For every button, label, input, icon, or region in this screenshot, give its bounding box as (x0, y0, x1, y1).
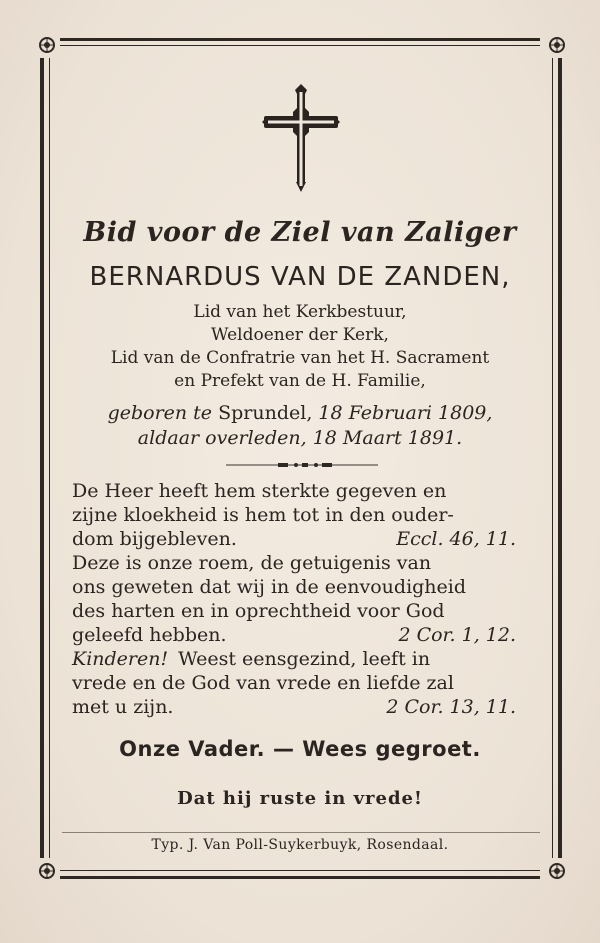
verse-reference: 2 Cor. 13, 11. (386, 696, 516, 718)
verse-text: De Heer heeft hem sterkte gegeven en (72, 480, 447, 502)
verse-text: dom bijgebleven. (72, 528, 237, 550)
verse-text: geleefd hebben. (72, 624, 227, 646)
verse-reference: Eccl. 46, 11. (396, 528, 516, 550)
verse-line (72, 527, 536, 551)
printer-credit: Typ. J. Van Poll-Suykerbuyk, Rosendaal. (151, 837, 449, 853)
corner-ornament-icon (38, 862, 56, 880)
printer-divider (62, 832, 540, 833)
border-top (60, 38, 540, 41)
border-bottom (60, 876, 540, 879)
verse-line (72, 479, 536, 503)
death-prefix: aldaar overleden, (137, 427, 307, 449)
closing-prayers: Onze Vader. — Wees gegroet. (119, 737, 481, 761)
title-line: Weldoener der Kerk, (211, 325, 389, 345)
verse-line (72, 551, 536, 575)
birth-prefix: geboren te (107, 402, 213, 424)
verse-line (72, 575, 536, 599)
verse-text: vrede en de God van vrede en liefde zal (72, 672, 454, 694)
corner-ornament-icon (38, 36, 56, 54)
prayer-heading: Bid voor de Ziel van Zaliger (83, 217, 517, 248)
corner-ornament-icon (548, 862, 566, 880)
title-line: Lid van de Confratrie van het H. Sacrament (110, 348, 490, 368)
verse-text: des harten en in oprechtheid voor God (72, 600, 445, 622)
scripture-block (72, 479, 536, 719)
verse-line (72, 599, 536, 623)
verse-line (72, 695, 536, 719)
verse-line (72, 647, 536, 671)
verse-text: zijne kloekheid is hem tot in den ouder- (72, 504, 454, 526)
divider-ornament-icon (226, 462, 378, 468)
verse-line (72, 623, 536, 647)
verse-text: Deze is onze roem, de getuigenis van (72, 552, 432, 574)
rest-in-peace: Dat hij ruste in vrede! (177, 788, 423, 809)
cross-icon (260, 82, 342, 194)
title-line: en Prefekt van de H. Familie, (174, 371, 426, 391)
border-top-inner (60, 45, 540, 46)
verse-text: Weest eensgezind, leeft in (178, 648, 431, 670)
verse-reference: 2 Cor. 1, 12. (398, 624, 516, 646)
death-line (0, 427, 600, 449)
verse-exclamation: Kinderen! (72, 648, 169, 670)
birth-place: Sprundel, (218, 402, 313, 424)
birth-line (0, 402, 600, 424)
title-line: Lid van het Kerkbestuur, (193, 302, 407, 322)
verse-text: met u zijn. (72, 696, 174, 718)
birth-date: 18 Februari 1809, (318, 402, 493, 424)
verse-line (72, 503, 536, 527)
deceased-name: BERNARDUS VAN DE ZANDEN, (89, 262, 511, 292)
verse-line (72, 671, 536, 695)
death-date: 18 Maart 1891. (312, 427, 463, 449)
verse-text: ons geweten dat wij in de eenvoudigheid (72, 576, 467, 598)
border-bottom-inner (60, 870, 540, 871)
corner-ornament-icon (548, 36, 566, 54)
